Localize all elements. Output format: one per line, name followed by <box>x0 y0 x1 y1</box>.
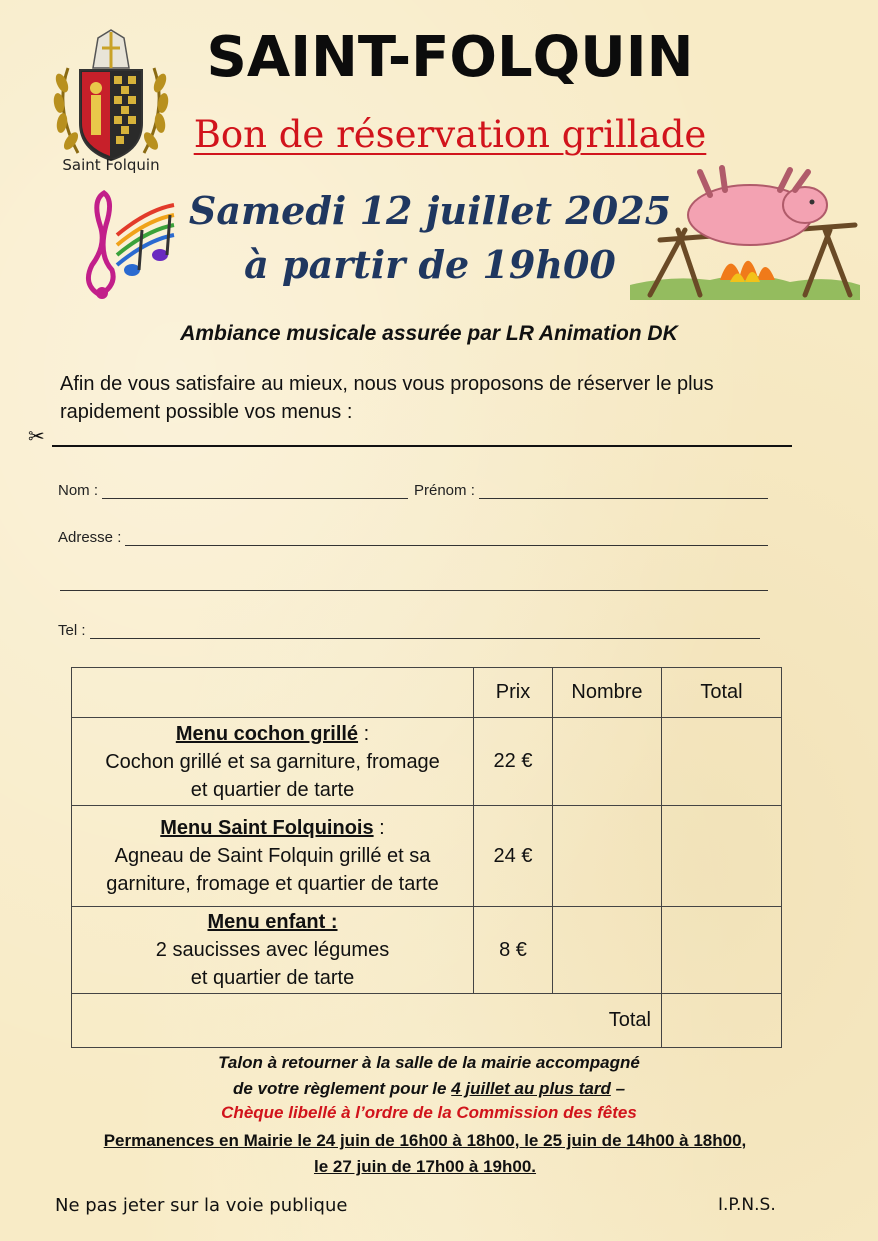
table-header-row <box>72 668 782 718</box>
menu-line-1: Cochon grillé et sa garniture, fromage <box>105 750 440 773</box>
header-empty <box>72 668 474 718</box>
nom-field[interactable] <box>58 482 408 499</box>
table-total-row <box>72 994 782 1048</box>
prenom-input-line[interactable] <box>479 484 768 499</box>
menu-table <box>71 667 782 1048</box>
deadline: 4 juillet au plus tard <box>451 1079 611 1098</box>
menu-price: 24 € <box>474 806 553 907</box>
menu-name: Menu cochon grillé <box>175 722 359 745</box>
permanences-line-2: le 27 juin de 17h00 à 19h00. <box>313 1157 537 1176</box>
nom-label: Nom : <box>58 482 99 499</box>
grand-total-label: Total <box>72 994 662 1048</box>
intro-line-1: Afin de vous satisfaire au mieux, nous vous proposons de réserver le plus <box>60 373 714 395</box>
menu-price: 22 € <box>474 718 553 806</box>
return-note <box>0 1050 858 1102</box>
adresse-input-line-2[interactable] <box>60 576 768 591</box>
permanences-note <box>0 1128 850 1180</box>
menu-description <box>72 907 474 994</box>
ipns-mark: I.P.N.S. <box>718 1195 776 1215</box>
cut-rule <box>52 445 792 447</box>
header-total: Total <box>662 668 782 718</box>
disposal-notice: Ne pas jeter sur la voie publique <box>55 1195 348 1216</box>
header-nombre: Nombre <box>553 668 662 718</box>
nombre-cell[interactable] <box>553 718 662 806</box>
prenom-label: Prénom : <box>414 482 475 499</box>
menu-price: 8 € <box>474 907 553 994</box>
tel-label: Tel : <box>58 622 86 639</box>
nombre-cell[interactable] <box>553 806 662 907</box>
menu-name: Menu enfant : <box>207 911 338 933</box>
ambiance-text: Ambiance musicale assurée par LR Animation DK <box>180 322 678 345</box>
nombre-cell[interactable] <box>553 907 662 994</box>
nom-input-line[interactable] <box>102 484 408 499</box>
prenom-field[interactable] <box>414 482 768 499</box>
page-title: SAINT-FOLQUIN <box>206 25 694 90</box>
return-line-1: Talon à retourner à la salle de la mairie accompagné <box>218 1053 640 1072</box>
roast-pig-icon <box>630 160 860 300</box>
tel-input-line[interactable] <box>90 624 760 639</box>
table-row <box>72 907 782 994</box>
grand-total-cell[interactable] <box>662 994 782 1048</box>
total-cell[interactable] <box>662 806 782 907</box>
table-row <box>72 718 782 806</box>
menu-line-1: 2 saucisses avec légumes <box>155 939 390 961</box>
adresse-field[interactable] <box>58 529 768 546</box>
cut-here-line <box>28 425 792 451</box>
adresse-field-2[interactable] <box>60 576 768 591</box>
intro-text <box>60 370 820 426</box>
menu-line-2: et quartier de tarte <box>190 967 355 989</box>
total-cell[interactable] <box>662 907 782 994</box>
menu-description: Menu Saint Folquinois : Agneau de Saint Folquin grillé et sa garniture, fromage et quartier de tarte <box>72 806 474 907</box>
total-cell[interactable] <box>662 718 782 806</box>
crest-label: Saint Folquin <box>62 156 160 174</box>
adresse-input-line[interactable] <box>125 531 768 546</box>
music-notes-icon <box>62 185 182 305</box>
table-row <box>72 806 782 907</box>
header-prix: Prix <box>474 668 553 718</box>
page-subtitle: Bon de réservation grillade <box>193 113 707 156</box>
menu-name: Menu Saint Folquinois <box>160 817 374 839</box>
tel-field[interactable] <box>58 622 760 639</box>
permanences-line-1: Permanences en Mairie le 24 juin de 16h00 à 18h00, le 25 juin de 14h00 à 18h00, <box>103 1131 747 1150</box>
menu-line-2: garniture, fromage et quartier de tarte <box>106 873 439 895</box>
event-time: à partir de 19h00 <box>244 242 616 287</box>
menu-line-1: Agneau de Saint Folquin grillé et sa <box>114 845 431 867</box>
adresse-label: Adresse : <box>58 529 122 546</box>
event-date: Samedi 12 juillet 2025 <box>188 188 672 233</box>
intro-line-2: rapidement possible vos menus : <box>60 401 353 423</box>
cheque-note: Chèque libellé à l’ordre de la Commission des fêtes <box>221 1103 637 1122</box>
menu-line-2: et quartier de tarte <box>190 778 355 801</box>
scissors-icon: ✂ <box>28 424 45 448</box>
return-line-2: de votre règlement pour le 4 juillet au plus tard – <box>232 1079 626 1098</box>
menu-description: Menu cochon grillé : Cochon grillé et sa garniture, fromage et quartier de tarte <box>72 718 474 806</box>
